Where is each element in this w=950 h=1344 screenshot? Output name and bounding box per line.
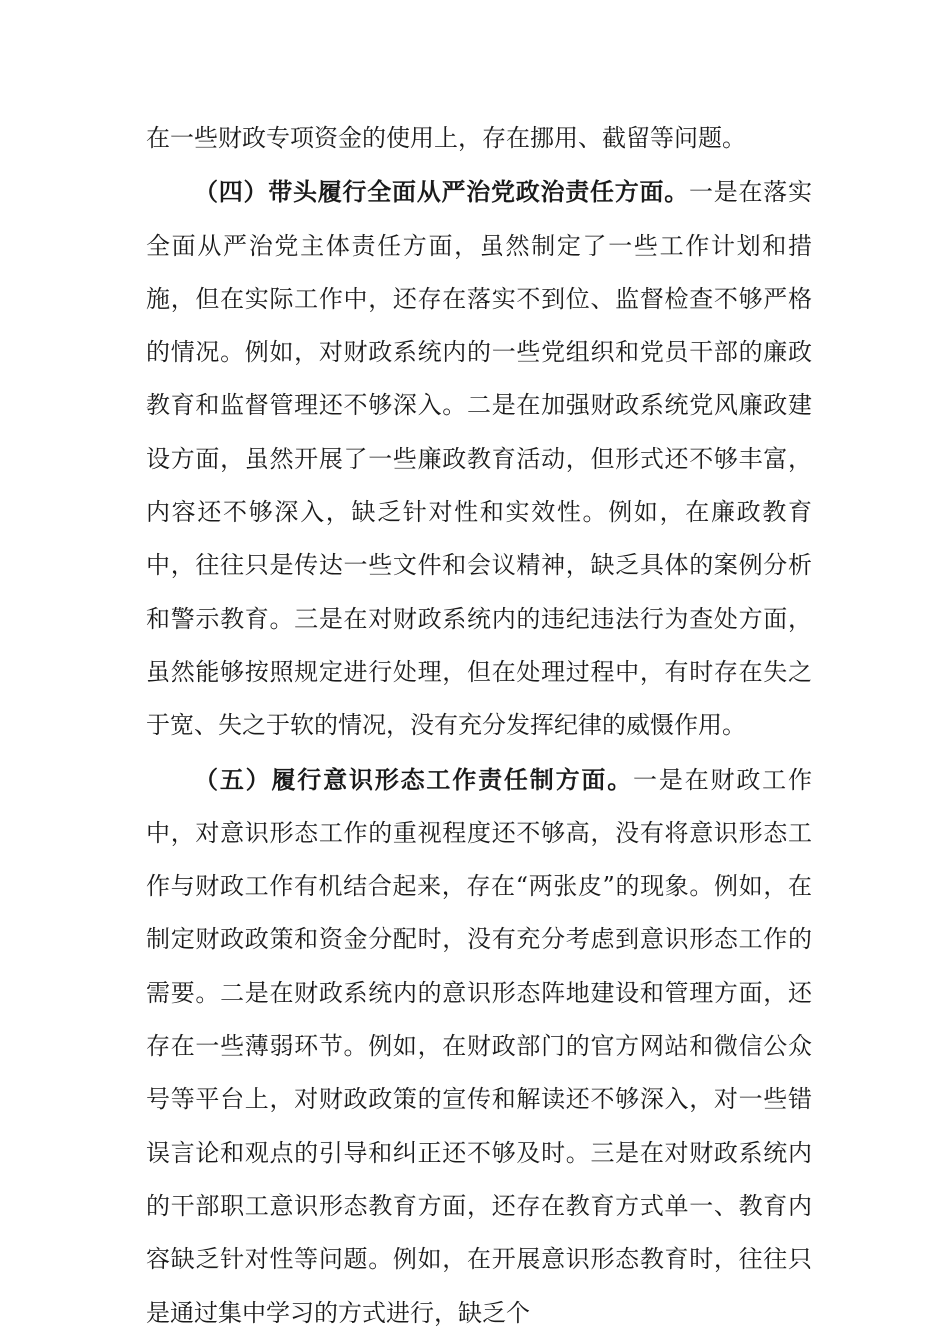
section-5-heading: （五）履行意识形态工作责任制方面。 bbox=[194, 764, 634, 794]
continuation-paragraph bbox=[146, 112, 812, 165]
section-5-body: 一是在财政工作中，对意识形态工作的重视程度还不够高，没有将意识形态工作与财政工作有机结合起来，存在“两张皮”的现象。例如，在制定财政政策和资金分配时，没有充分考虑到意识形态工作的需要。二是在财政系统内的意识形态阵地建设和管理方面，还存在一些薄弱环节。例如，在财政部门的官方网站和微信公众号等平台上，对财政政策的宣传和解读还不够深入，对一些错误言论和观点的引导和纠正还不够及时。三是在对财政系统内的干部职工意识形态教育方面，还存在教育方式单一、教育内容缺乏针对性等问题。例如，在开展意识形态教育时，往往只是通过集中学习的方式进行，缺乏个 bbox=[146, 765, 813, 1327]
section-4-heading: （四）带头履行全面从严治党政治责任方面。 bbox=[194, 177, 689, 207]
continuation-text: 在一些财政专项资金的使用上，存在挪用、截留等问题。 bbox=[146, 124, 746, 152]
section-5-paragraph bbox=[146, 753, 812, 1340]
section-4-body: 一是在落实全面从严治党主体责任方面，虽然制定了一些工作计划和措施，但在实际工作中，还存在落实不到位、监督检查不够严格的情况。例如，对财政系统内的一些党组织和党员干部的廉政教育和监督管理还不够深入。二是在加强财政系统党风廉政建设方面，虽然开展了一些廉政教育活动，但形式还不够丰富，内容还不够深入，缺乏针对性和实效性。例如，在廉政教育中，往往只是传达一些文件和会议精神，缺乏具体的案例分析和警示教育。三是在对财政系统内的违纪违法行为查处方面，虽然能够按照规定进行处理，但在处理过程中，有时存在失之于宽、失之于软的情况，没有充分发挥纪律的威慑作用。 bbox=[146, 178, 812, 740]
document-body bbox=[146, 112, 812, 1340]
section-4-paragraph bbox=[146, 165, 812, 752]
